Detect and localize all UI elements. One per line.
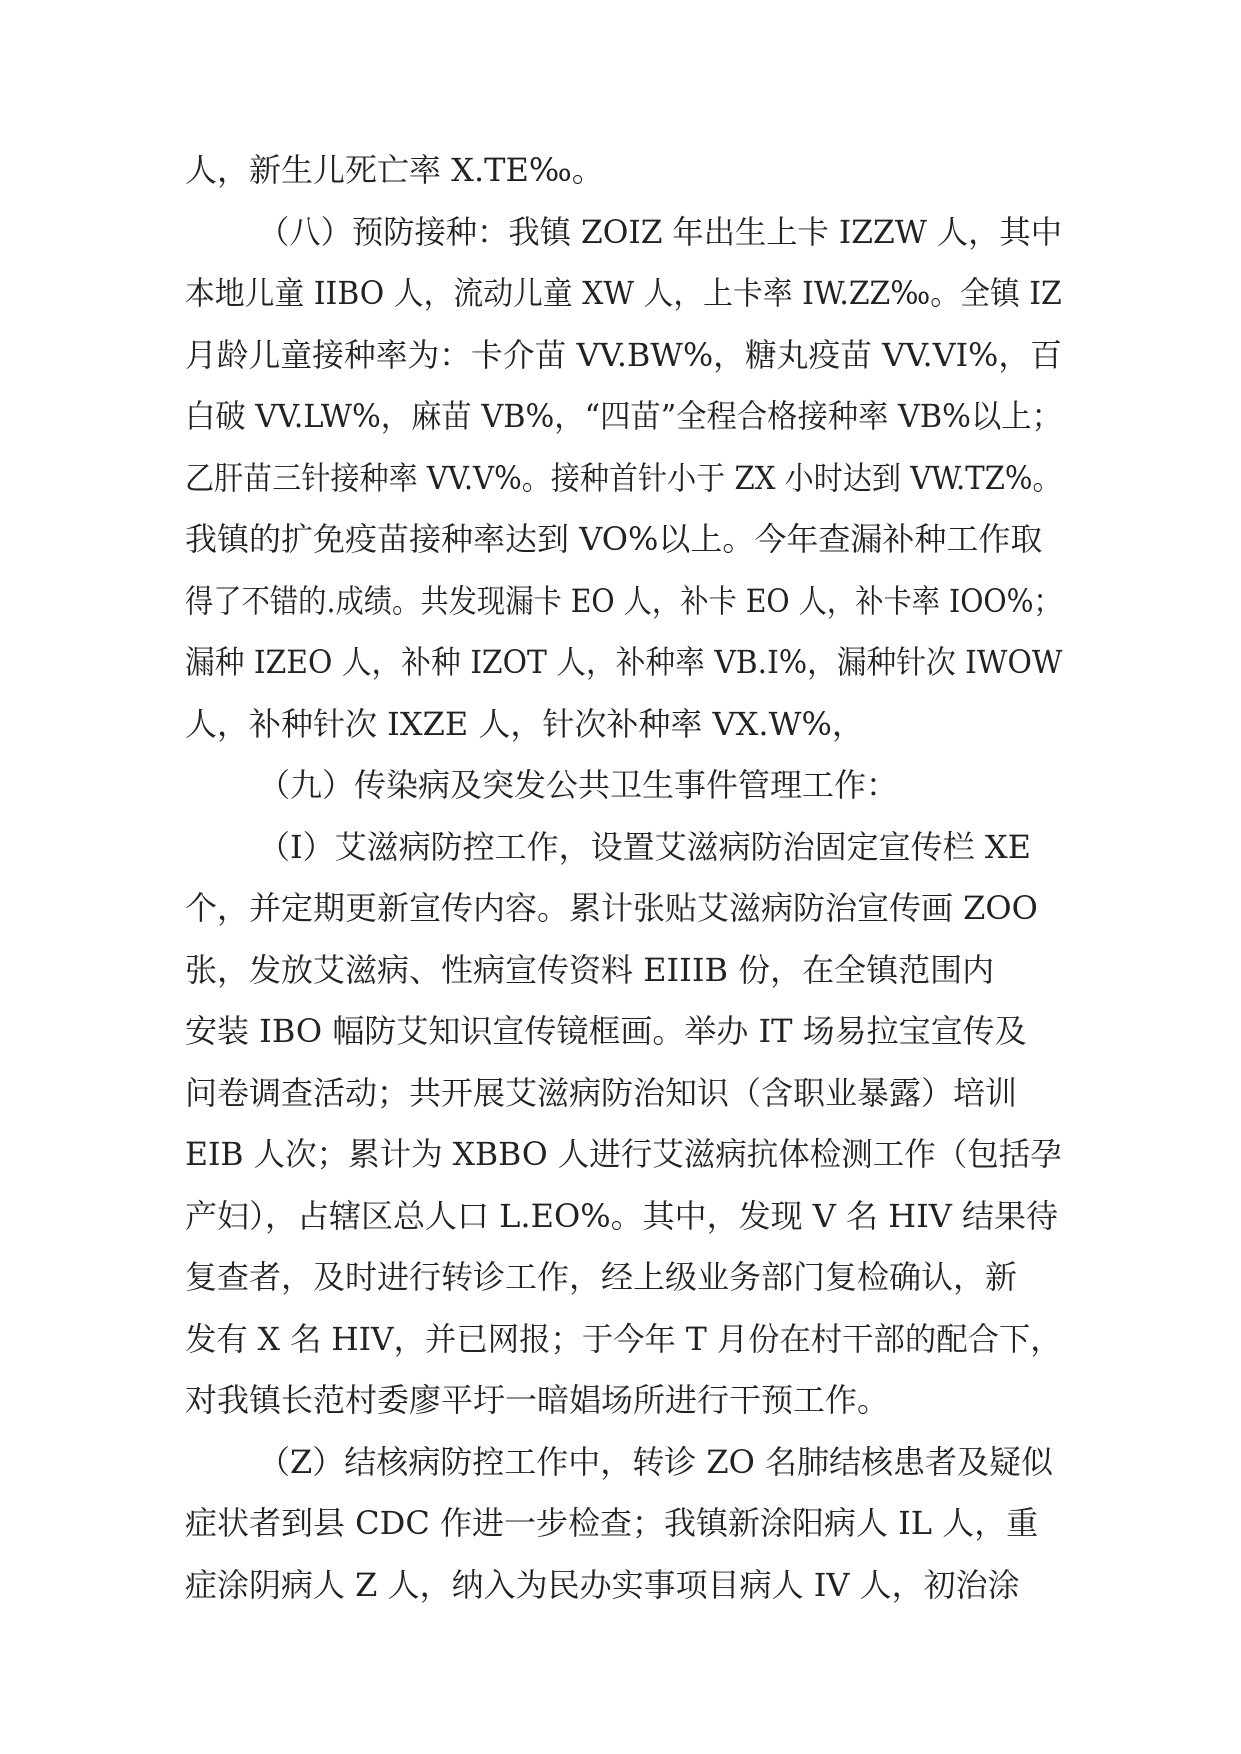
text-line: （八）预防接种：我镇 ZOIZ 年出生上卡 IZZW 人，其中 <box>258 212 1063 251</box>
text-line: 乙肝苗三针接种率 VV.V%。接种首针小于 ZX 小时达到 VW.TZ%。 <box>185 458 1062 497</box>
text-line: （九）传染病及突发公共卫生事件管理工作： <box>258 766 899 804</box>
text-line: EIB 人次；累计为 XBBO 人进行艾滋病抗体检测工作（包括孕 <box>185 1135 1062 1173</box>
text-line: 白破 VV.LW%，麻苗 VB%，“四苗”全程合格接种率 VB%以上； <box>185 397 1062 435</box>
text-line: 症涂阴病人 Z 人，纳入为民办实事项目病人 IV 人，初治涂 <box>185 1565 1020 1604</box>
text-line: 月龄儿童接种率为：卡介苗 VV.BW%，糖丸疫苗 VV.VI%，百 <box>185 335 1062 374</box>
text-line: 本地儿童 IIBO 人，流动儿童 XW 人，上卡率 IW.ZZ‰。全镇 IZ <box>185 274 1062 312</box>
text-line: 人，新生儿死亡率 X.TE‰。 <box>185 151 604 189</box>
text-line: 安装 IBO 幅防艾知识宣传镜框画。举办 IT 场易拉宝宣传及 <box>185 1012 1027 1050</box>
text-line: 问卷调查活动；共开展艾滋病防治知识（含职业暴露）培训 <box>185 1073 1018 1112</box>
text-line: 个，并定期更新宣传内容。累计张贴艾滋病防治宣传画 ZOO <box>185 889 1038 927</box>
text-line: 漏种 IZEO 人，补种 IZOT 人，补种率 VB.I%，漏种针次 IWOW <box>185 643 1063 681</box>
text-line: 得了不错的.成绩。共发现漏卡 EO 人，补卡 EO 人，补卡率 IOO%； <box>185 581 1062 620</box>
text-line: 复查者，及时进行转诊工作，经上级业务部门复检确认，新 <box>185 1258 1018 1296</box>
text-line: （I）艾滋病防控工作，设置艾滋病防治固定宣传栏 XE <box>258 827 1031 866</box>
text-line: 我镇的扩免疫苗接种率达到 VO%以上。今年查漏补种工作取 <box>185 520 1043 558</box>
text-line: 张，发放艾滋病、性病宣传资料 EIIIB 份，在全镇范围内 <box>185 950 995 989</box>
text-line: 发有 X 名 HIV，并已网报；于今年 T 月份在村干部的配合下， <box>185 1319 1062 1358</box>
text-line: （Z）结核病防控工作中，转诊 ZO 名肺结核患者及疑似 <box>258 1442 1054 1481</box>
text-line: 产妇），占辖区总人口 L.EO%。其中，发现 V 名 HIV 结果待 <box>185 1196 1059 1235</box>
text-line: 对我镇长范村委廖平圩一暗娼场所进行干预工作。 <box>185 1381 890 1419</box>
text-line: 人，补种针次 IXZE 人，针次补种率 VX.W%， <box>185 704 864 743</box>
text-line: 症状者到县 CDC 作进一步检查；我镇新涂阳病人 IL 人，重 <box>185 1504 1039 1542</box>
